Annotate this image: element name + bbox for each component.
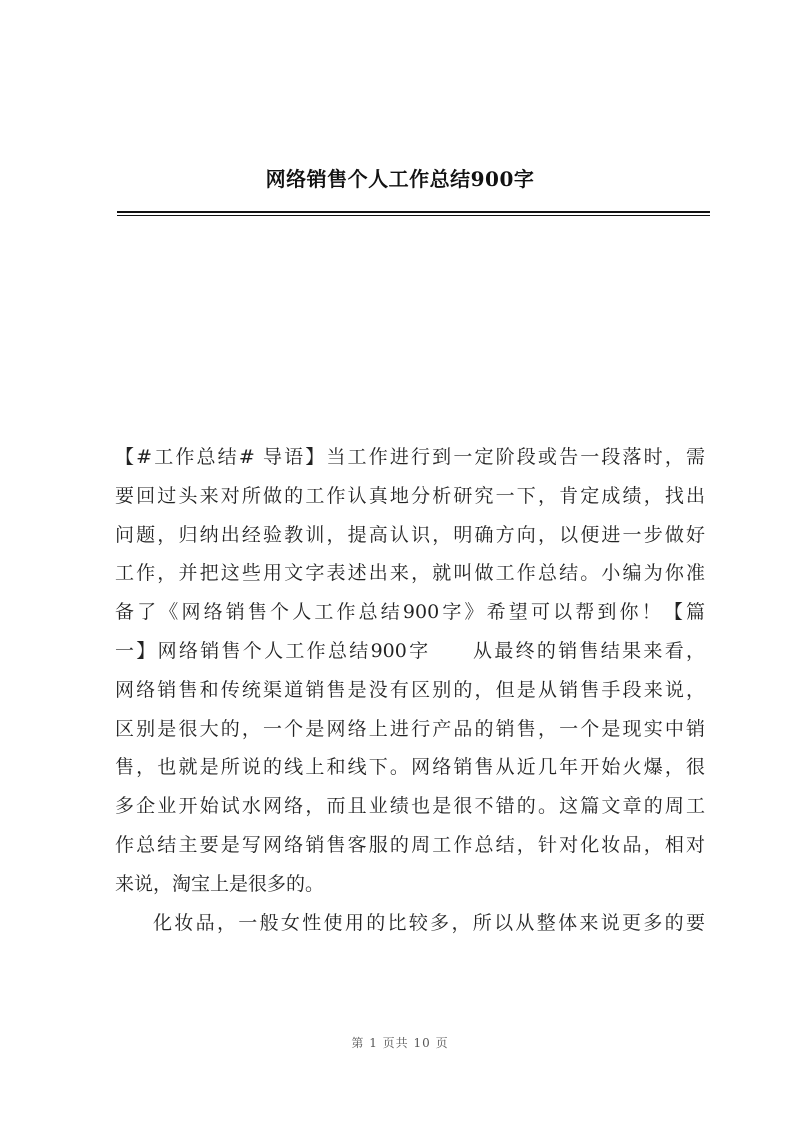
body-line: 来说，淘宝上是很多的。 bbox=[115, 872, 325, 895]
title-rule-thick bbox=[117, 211, 710, 213]
body-line: 作总结主要是写网络销售客服的周工作总结，针对化妆品，相对 bbox=[115, 833, 705, 856]
body-line: 【#工作总结# 导语】当工作进行到一定阶段或告一段落时，需 bbox=[115, 446, 705, 468]
body-text bbox=[115, 438, 705, 942]
body-line: 备了《网络销售个人工作总结900字》希望可以帮到你！【篇 bbox=[115, 601, 705, 624]
body-line: 售，也就是所说的线上和线下。网络销售从近几年开始火爆，很 bbox=[115, 756, 705, 779]
body-line: 区别是很大的，一个是网络上进行产品的销售，一个是现实中销 bbox=[115, 717, 705, 740]
document-title: 网络销售个人工作总结900字 bbox=[265, 167, 535, 191]
body-line: 问题，归纳出经验教训，提高认识，明确方向，以便进一步做好 bbox=[115, 523, 705, 546]
body-line: 要回过头来对所做的工作认真地分析研究一下，肯定成绩，找出 bbox=[115, 484, 705, 507]
body-line: 一】网络销售个人工作总结900字 从最终的销售结果来看， bbox=[115, 639, 705, 662]
body-line: 多企业开始试水网络，而且业绩也是很不错的。这篇文章的周工 bbox=[115, 795, 705, 818]
body-line: 网络销售和传统渠道销售是没有区别的，但是从销售手段来说， bbox=[115, 678, 705, 701]
title-rule-thin bbox=[117, 215, 710, 216]
body-line: 工作，并把这些用文字表述出来，就叫做工作总结。小编为你准 bbox=[115, 562, 705, 585]
body-line: 化妆品，一般女性使用的比较多，所以从整体来说更多的要 bbox=[153, 911, 705, 934]
page-footer: 第 1 页共 10 页 bbox=[351, 1036, 449, 1050]
